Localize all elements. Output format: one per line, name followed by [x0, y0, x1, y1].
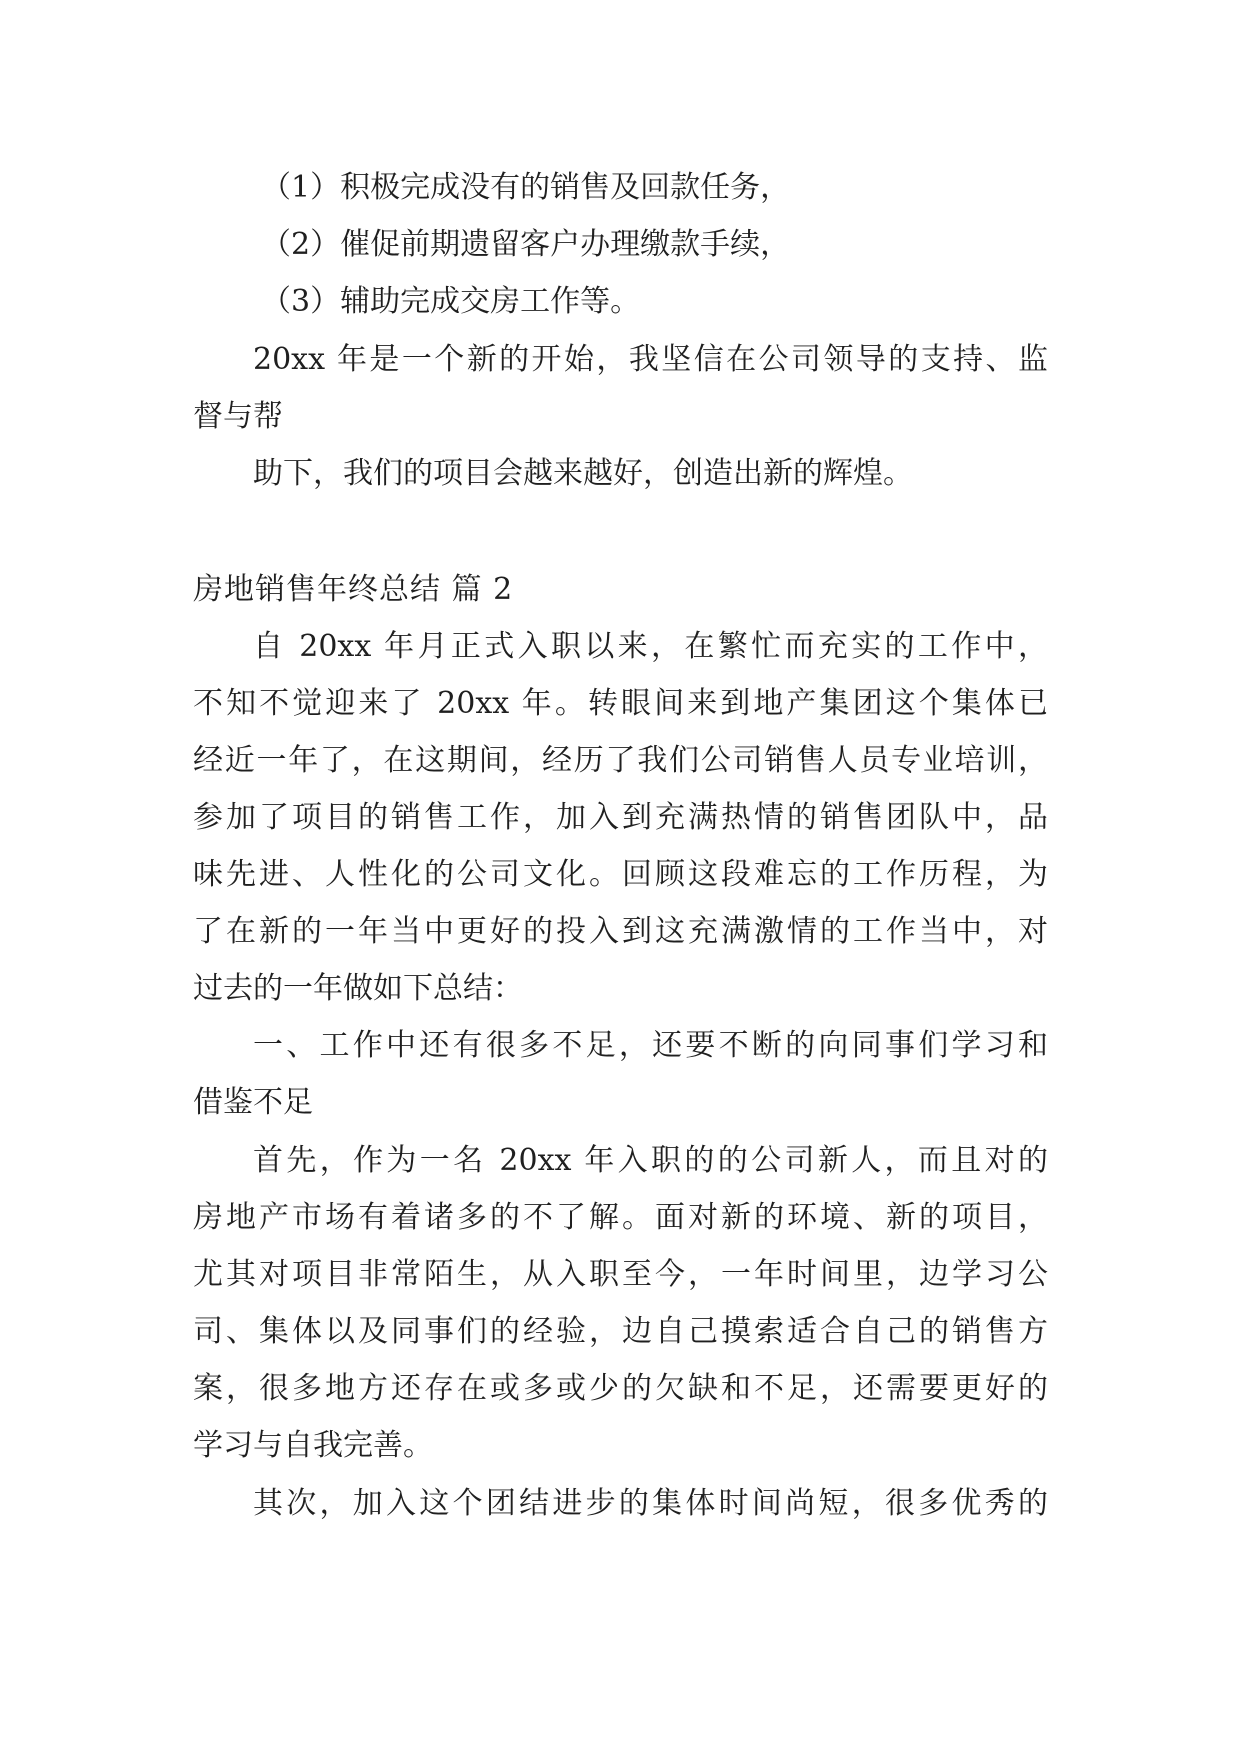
paragraph-line: 案，很多地方还存在或多或少的欠缺和不足，还需要更好的	[193, 1371, 1048, 1406]
paragraph-line: 经近一年了，在这期间，经历了我们公司销售人员专业培训，	[193, 743, 1048, 778]
paragraph-line: 借鉴不足	[193, 1085, 313, 1120]
paragraph-line: 味先进、人性化的公司文化。回顾这段难忘的工作历程，为	[193, 857, 1048, 892]
section-title: 房地销售年终总结 篇 2	[193, 572, 514, 607]
paragraph-line: 督与帮	[193, 399, 283, 434]
paragraph-line: 司、集体以及同事们的经验，边自己摸索适合自己的销售方	[193, 1314, 1048, 1349]
paragraph-line: 助下，我们的项目会越来越好，创造出新的辉煌。	[253, 456, 913, 491]
paragraph-line: 一、工作中还有很多不足，还要不断的向同事们学习和	[253, 1028, 1048, 1063]
list-item: （2）催促前期遗留客户办理缴款手续，	[261, 227, 791, 262]
paragraph-line: 首先，作为一名 20xx 年入职的的公司新人，而且对的	[253, 1143, 1048, 1178]
paragraph-line: 尤其对项目非常陌生，从入职至今，一年时间里，边学习公	[193, 1257, 1048, 1292]
list-item: （3）辅助完成交房工作等。	[261, 284, 641, 319]
paragraph-line: 20xx 年是一个新的开始，我坚信在公司领导的支持、监	[253, 342, 1048, 377]
paragraph-line: 学习与自我完善。	[193, 1428, 433, 1463]
paragraph-line: 其次，加入这个团结进步的集体时间尚短，很多优秀的	[253, 1486, 1048, 1521]
paragraph-line: 了在新的一年当中更好的投入到这充满激情的工作当中，对	[193, 914, 1048, 949]
paragraph-line: 自 20xx 年月正式入职以来，在繁忙而充实的工作中，	[253, 629, 1048, 664]
paragraph-line: 参加了项目的销售工作，加入到充满热情的销售团队中，品	[193, 800, 1048, 835]
paragraph-line: 过去的一年做如下总结：	[193, 971, 523, 1006]
paragraph-line: 不知不觉迎来了 20xx 年。转眼间来到地产集团这个集体已	[193, 686, 1048, 721]
paragraph-line: 房地产市场有着诸多的不了解。面对新的环境、新的项目，	[193, 1200, 1048, 1235]
list-item: （1）积极完成没有的销售及回款任务，	[261, 170, 791, 205]
